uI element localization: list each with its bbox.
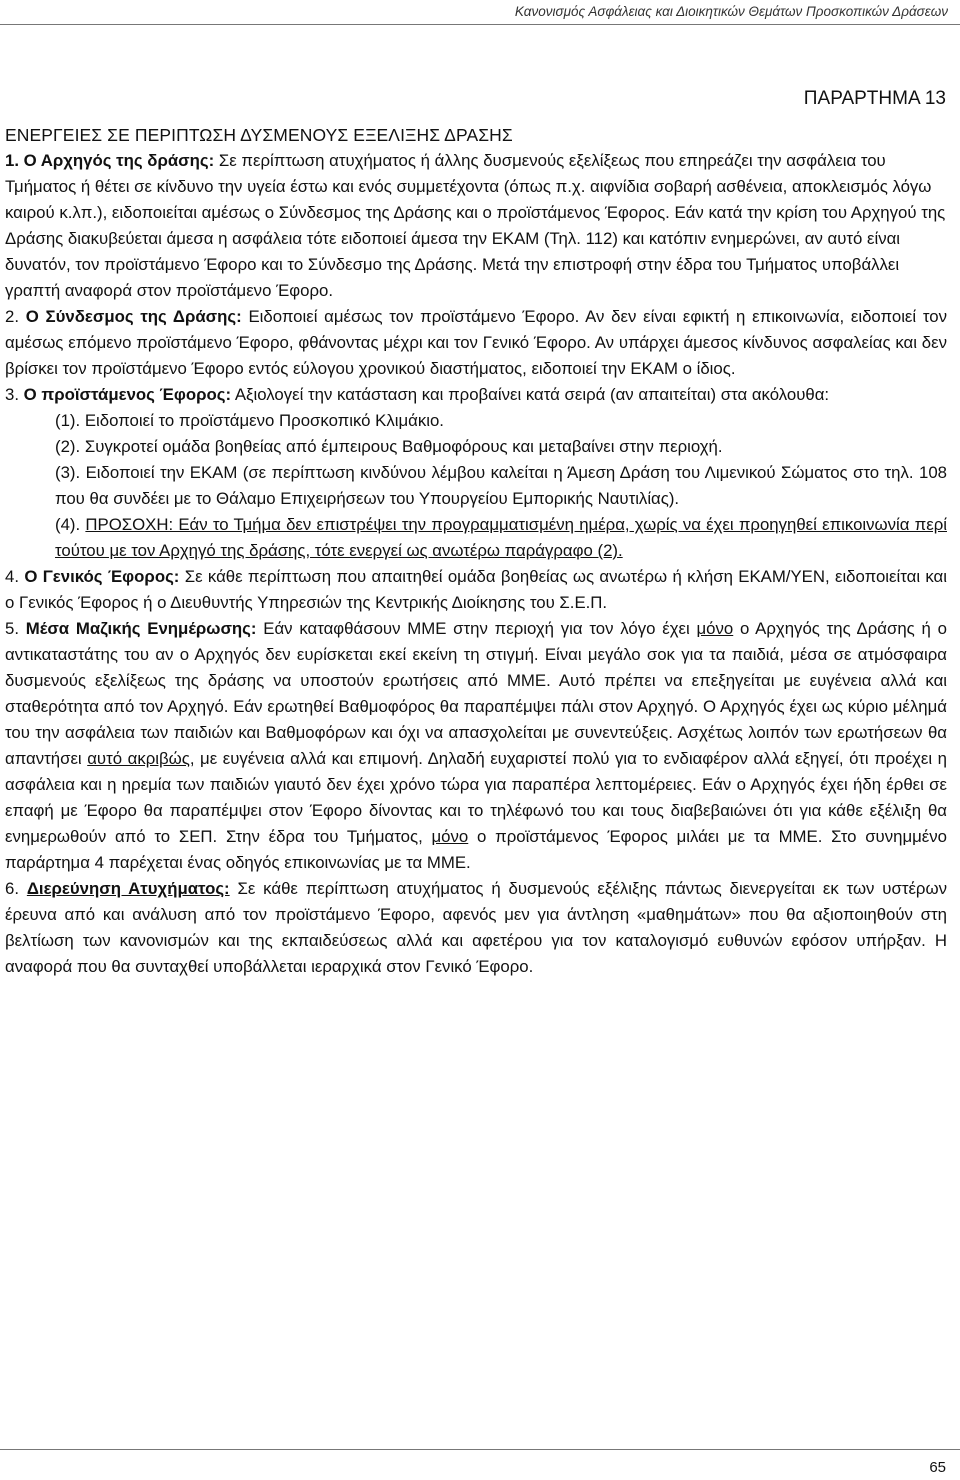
section-3: [5, 382, 947, 408]
section-2: [5, 304, 947, 382]
section-3-item-3: (3). Ειδοποιεί την ΕΚΑΜ (σε περίπτωση κινδύνου λέμβου καλείται η Άμεση Δράση του Λιμενικού Σώματος στο τηλ. 108 που θα συνδέει με το Θάλαμο Επιχειρήσεων του Υπουργείου Εμπορικής Ναυτιλίας).: [55, 463, 947, 508]
section-3-label: Ο προϊστάμενος Έφορος:: [23, 385, 232, 404]
section-1: [5, 148, 947, 304]
section-6-text: Σε κάθε περίπτωση ατυχήματος ή δυσμενούς εξέλιξης πάντως διενεργείται εκ των υστέρων έρευνα από και ανάλυση από τον προϊστάμενο Έφορο, αφενός μεν για άντληση «μαθημάτων» που θα αξιοποιηθούν στη βελτίωση των κανονισμών και της εκπαιδεύσεως αλλά και αφετέρου για τον καταλογισμό ευθυνών εφόσον υπήρξαν. Η αναφορά που θα συνταχθεί υποβάλλεται ιεραρχικά στον Γενικό Έφορο.: [5, 879, 947, 976]
section-5: [5, 616, 947, 876]
section-3-text: Αξιολογεί την κατάσταση και προβαίνει κατά σειρά (αν απαιτείται) στα ακόλουθα:: [231, 385, 830, 404]
section-1-text-a: Σε περίπτωση ατυχήματος ή άλλης δυσμενούς εξελίξεως που επηρεάζει την ασφάλεια του Τμήματος ή θέτει σε κίνδυνο την υγεία έστω και ενός συμμετέχοντα (όπως π.χ. αιφνίδια σοβαρή ασθένεια, αποκλεισμός λόγω καιρού κ.λπ.), ειδοποιείται αμέσως ο Σύνδεσμος της Δράσης και ο προϊστάμενος Έφορος.: [5, 151, 932, 222]
section-5-emphasis-exactly: αυτό ακριβώς: [87, 749, 190, 768]
section-4-label: Ο Γενικός Έφορος:: [24, 567, 180, 586]
section-5-text-b: ο Αρχηγός της Δράσης ή ο αντικαταστάτης του αν ο Αρχηγός δεν ευρίσκεται εκεί εκείνη τη στιγμή. Είναι μεγάλο σοκ για τα παιδιά, μέσα σε ατμόσφαιρα δυσμενούς εξελίξεως της δράσης να υποστούν ερωτήσεις από ΜΜΕ. Αυτό πρέπει να επεξηγείται με ευγένεια αλλά και σταθερότητα από τον Αρχηγό. Εάν ερωτηθεί Βαθμοφόρος θα παραπέμψει πάλι στον Αρχηγό. Ο Αρχηγός έχει ως κύριο μέλημά του την ασφάλεια των παιδιών και Βαθμοφόρων και όχι να απασχολείται με συνεντεύξεις. Ασχέτως λοιπόν των ερωτήσεων θα απαντήσει: [5, 619, 947, 768]
document-body: [5, 122, 947, 980]
section-1-label: Ο Αρχηγός της δράσης:: [23, 151, 215, 170]
section-3-item-4: [5, 512, 947, 564]
section-6-label: Διερεύνηση Ατυχήματος:: [26, 879, 230, 898]
appendix-label: ΠΑΡΑΡΤΗΜΑ 13: [803, 88, 946, 109]
section-5-label: Μέσα Μαζικής Ενημέρωσης:: [25, 619, 257, 638]
section-2-label: Ο Σύνδεσμος της Δράσης:: [25, 307, 242, 326]
section-4: [5, 564, 947, 616]
section-1-number: 1.: [5, 151, 24, 170]
section-3-item-1: (1). Ειδοποιεί το προϊστάμενο Προσκοπικό Κλιμάκιο.: [55, 411, 444, 430]
page-number: 65: [929, 1459, 946, 1476]
section-5-text-c: , με ευγένεια αλλά και επιμονή. Δηλαδή ευχαριστεί πολύ για το ενδιαφέρον αλλά εξηγεί, ότι προέχει η ασφάλεια και η ηρεμία των παιδιών γιαυτό δεν έχει χρόνο τώρα για παραπέρα λεπτομέρειες. Εάν ο Αρχηγός έχει ήδη έρθει σε επαφή με Έφορο θα παραπέμψει στον Έφορο δίνοντας και το τηλέφωνό του και τους διαβεβαιώνει ότι για κάθε εξέλιξη θα ενημερωθούν από το ΣΕΠ. Στην έδρα του Τμήματος,: [5, 749, 947, 846]
section-6: [5, 876, 947, 980]
section-2-number: 2.: [5, 307, 26, 326]
running-header: Κανονισμός Ασφάλειας και Διοικητικών Θεμάτων Προσκοπικών Δράσεων: [514, 4, 948, 19]
section-5-number: 5.: [5, 619, 26, 638]
document-title: ΕΝΕΡΓΕΙΕΣ ΣΕ ΠΕΡΙΠΤΩΣΗ ΔΥΣΜΕΝΟΥΣ ΕΞΕΛΙΞΗΣ ΔΡΑΣΗΣ: [5, 125, 513, 145]
footer-divider: [0, 1449, 960, 1450]
section-3-item-4-number: (4).: [55, 515, 86, 534]
section-5-emphasis-only-2: μόνο: [431, 827, 469, 846]
section-5-text-a: Εάν καταφθάσουν ΜΜΕ στην περιοχή για τον λόγο έχει: [256, 619, 697, 638]
section-3-number: 3.: [5, 385, 24, 404]
section-2-text: Ειδοποιεί αμέσως τον προϊστάμενο Έφορο. Αν δεν είναι εφικτή η επικοινωνία, ειδοποιεί τον αμέσως επόμενο προϊστάμενο Έφορο, φθάνοντας μέχρι και τον Γενικό Έφορο. Αν υπάρχει άμεσος κίνδυνος ασφαλείας και δεν βρίσκει τον προϊστάμενο Έφορο εντός εύλογου χρονικού διαστήματος, ειδοποιεί την ΕΚΑΜ ο ίδιος.: [5, 307, 947, 378]
section-4-text: Σε κάθε περίπτωση που απαιτηθεί ομάδα βοηθείας ως ανωτέρω ή κλήση ΕΚΑΜ/ΥΕΝ, ειδοποιείται και ο Γενικός Έφορος ή ο Διευθυντής Υπηρεσιών της Κεντρικής Διοίκησης του Σ.Ε.Π.: [5, 567, 947, 612]
section-3-item-4-warning: ΠΡΟΣΟΧΗ: Εάν το Τμήμα δεν επιστρέψει την προγραμματισμένη ημέρα, χωρίς να έχει προηγηθεί επικοινωνία περί τούτου με τον Αρχηγό της δράσης, τότε ενεργεί ως ανωτέρω παράγραφο (2).: [55, 515, 947, 560]
section-5-text-d: ο προϊστάμενος Έφορος μιλάει με τα ΜΜΕ. Στο συνημμένο παράρτημα 4 παρέχεται ένας οδηγός επικοινωνίας με τα ΜΜΕ.: [5, 827, 948, 872]
section-4-number: 4.: [5, 567, 25, 586]
section-5-emphasis-only: μόνο: [696, 619, 734, 638]
section-1-text-b: Εάν κατά την κρίση του Αρχηγού της Δράσης διακυβεύεται άμεσα η ασφάλεια τότε ειδοποιεί άμεσα την ΕΚΑΜ (Τηλ. 112) και κατόπιν ενημερώνει, αν αυτό είναι δυνατόν, τον προϊστάμενο Έφορο και το Σύνδεσμο της Δράσης. Μετά την επιστροφή στην έδρα του Τμήματος υποβάλλει γραπτή αναφορά στον προϊστάμενο Έφορο.: [5, 203, 946, 300]
section-6-number: 6.: [5, 879, 27, 898]
section-3-item-2: (2). Συγκροτεί ομάδα βοηθείας από έμπειρους Βαθμοφόρους και μεταβαίνει στην περιοχή.: [55, 437, 723, 456]
header-divider: [0, 24, 960, 25]
